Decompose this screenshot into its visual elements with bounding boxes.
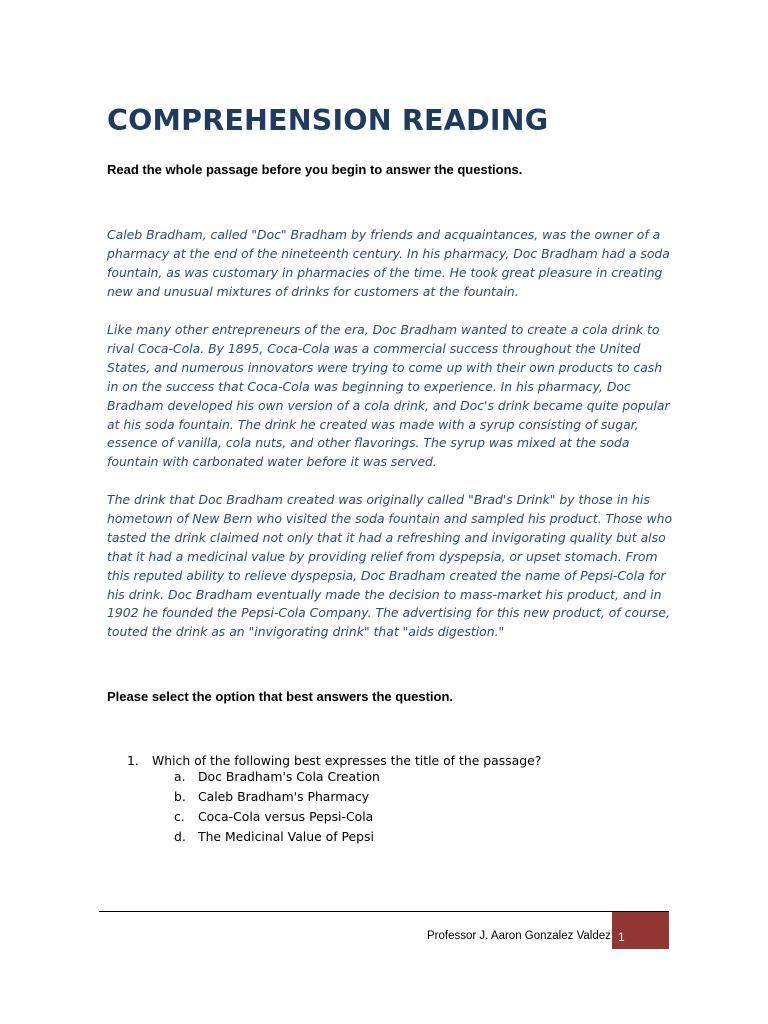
passage-line: his drink. Doc Bradham eventually made the decision to mass-market his product, and in: [107, 586, 662, 602]
page-number: 1: [618, 930, 625, 944]
question-item: [127, 753, 541, 848]
passage-line: Bradham developed his own version of a cola drink, and Doc's drink became quite popular: [107, 397, 670, 413]
option-text: Coca-Cola versus Pepsi-Cola: [198, 809, 374, 824]
passage-line: that it had a medicinal value by providing relief from dyspepsia, or upset stomach. From: [107, 548, 658, 564]
question-1: [127, 753, 541, 848]
answer-options: [127, 768, 541, 848]
option-letter: c.: [174, 809, 185, 824]
passage-line: fountain with carbonated water before it was served.: [107, 454, 437, 470]
option-letter: b.: [174, 789, 186, 804]
page-title: COMPREHENSION READING: [107, 104, 549, 137]
answer-option-d[interactable]: [127, 828, 541, 848]
passage-line: in on the success that Coca-Cola was beginning to experience. In his pharmacy, Doc: [107, 378, 631, 394]
passage-line: essence of vanilla, cola nuts, and other flavorings. The syrup was mixed at the soda: [107, 435, 630, 451]
option-text: Doc Bradham's Cola Creation: [198, 769, 380, 784]
passage-line: new and unusual mixtures of drinks for customers at the fountain.: [107, 283, 519, 299]
reading-instruction: Read the whole passage before you begin to answer the questions.: [107, 162, 523, 177]
passage-line: hometown of New Bern who visited the soda fountain and sampled his product. Those who: [107, 510, 673, 526]
passage-paragraph-3: [107, 491, 672, 642]
page-number-badge: [612, 912, 669, 949]
answer-option-b[interactable]: [127, 788, 541, 808]
passage-line: States, and numerous innovators were trying to come up with their own products to cash: [107, 359, 663, 375]
option-letter: d.: [174, 829, 186, 844]
option-text: Caleb Bradham's Pharmacy: [198, 789, 370, 804]
passage-line: pharmacy at the end of the nineteenth century. In his pharmacy, Doc Bradham had a soda: [107, 245, 670, 261]
passage-line: The drink that Doc Bradham created was originally called "Brad's Drink" by those in his: [107, 492, 650, 507]
question-stem: [127, 753, 541, 768]
passage-line: at his soda fountain. The drink he created was made with a syrup consisting of sugar,: [107, 416, 639, 432]
passage-line: this reputed ability to relieve dyspepsia, Doc Bradham created the name of Pepsi-Cola for: [107, 567, 666, 583]
passage-line: Like many other entrepreneurs of the era, Doc Bradham wanted to create a cola drink to: [107, 322, 660, 337]
passage-line: touted the drink as an "invigorating drink" that "aids digestion.": [107, 624, 505, 640]
passage-paragraph-2: [107, 321, 672, 472]
answer-option-a[interactable]: [127, 768, 541, 788]
option-letter: a.: [174, 769, 186, 784]
passage-line: tasted the drink claimed not only that it had a refreshing and invigorating quality but also: [107, 529, 666, 545]
answer-option-c[interactable]: [127, 808, 541, 828]
passage-paragraph-1: [107, 226, 672, 302]
question-number: 1.: [127, 753, 139, 768]
passage-line: rival Coca-Cola. By 1895, Coca-Cola was a commercial success throughout the United: [107, 340, 641, 356]
option-text: The Medicinal Value of Pepsi: [198, 829, 374, 844]
select-instruction: Please select the option that best answers the question.: [107, 689, 454, 704]
passage-line: fountain, as was customary in pharmacies of the time. He took great pleasure in creating: [107, 264, 663, 280]
passage-line: 1902 he founded the Pepsi-Cola Company. The advertising for this new product, of course,: [107, 605, 670, 621]
passage-line: Caleb Bradham, called "Doc" Bradham by friends and acquaintances, was the owner of a: [107, 227, 661, 242]
footer-divider: [99, 911, 669, 912]
footer-author: Professor J. Aaron Gonzalez Valdez: [427, 930, 611, 942]
question-text: Which of the following best expresses the title of the passage?: [152, 753, 542, 768]
